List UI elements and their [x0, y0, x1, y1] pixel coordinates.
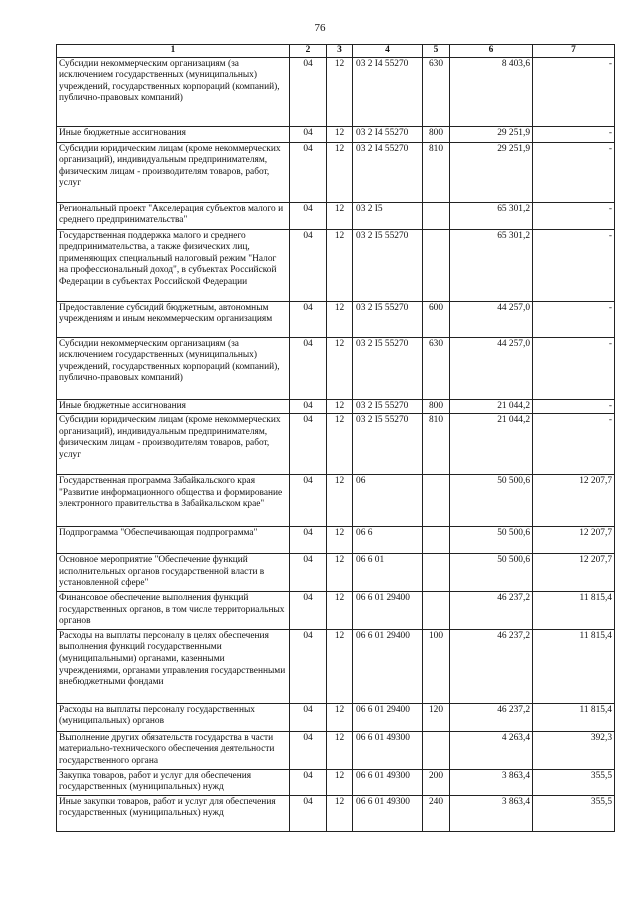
row-name: Субсидии юридическим лицам (кроме некоммерческих организаций), индивидуальным предпринимателям, физическим лицам - производителям товаров, работ, услуг	[57, 142, 290, 202]
header-col-5: 5	[423, 45, 450, 58]
row-target-article: 06 6 01 29400	[353, 703, 423, 731]
table-row	[57, 703, 615, 731]
row-expense-type: 800	[423, 126, 450, 142]
row-target-article: 06 6 01 49300	[353, 731, 423, 769]
row-sum-2: 11 815,4	[533, 703, 615, 731]
row-sum-2: 12 207,7	[533, 554, 615, 592]
row-sum-2: -	[533, 301, 615, 337]
row-sum-2: 11 815,4	[533, 629, 615, 703]
row-target-article: 06 6 01 49300	[353, 769, 423, 795]
row-section: 04	[290, 527, 327, 554]
row-subsection: 12	[327, 126, 353, 142]
row-sum-2: -	[533, 126, 615, 142]
row-subsection: 12	[327, 795, 353, 831]
row-expense-type	[423, 229, 450, 301]
row-subsection: 12	[327, 202, 353, 229]
table-row	[57, 142, 615, 202]
row-name: Иные закупки товаров, работ и услуг для обеспечения государственных (муниципальных) нужд	[57, 795, 290, 831]
row-subsection: 12	[327, 731, 353, 769]
row-sum-2: -	[533, 142, 615, 202]
row-sum-1: 46 237,2	[450, 629, 533, 703]
row-sum-2: -	[533, 399, 615, 414]
row-sum-1: 21 044,2	[450, 399, 533, 414]
row-expense-type: 810	[423, 142, 450, 202]
row-sum-1: 4 263,4	[450, 731, 533, 769]
row-expense-type	[423, 731, 450, 769]
row-subsection: 12	[327, 414, 353, 475]
row-sum-2: -	[533, 337, 615, 399]
row-sum-1: 29 251,9	[450, 126, 533, 142]
row-section: 04	[290, 629, 327, 703]
header-col-7: 7	[533, 45, 615, 58]
row-expense-type: 600	[423, 301, 450, 337]
row-sum-1: 29 251,9	[450, 142, 533, 202]
table-row	[57, 795, 615, 831]
header-col-1: 1	[57, 45, 290, 58]
row-target-article: 03 2 I4 55270	[353, 57, 423, 126]
header-row	[57, 45, 615, 58]
row-section: 04	[290, 57, 327, 126]
row-name: Финансовое обеспечение выполнения функций государственных органов, в том числе территориальных органов	[57, 591, 290, 629]
row-sum-1: 50 500,6	[450, 554, 533, 592]
row-expense-type	[423, 554, 450, 592]
row-name: Иные бюджетные ассигнования	[57, 399, 290, 414]
row-section: 04	[290, 399, 327, 414]
row-subsection: 12	[327, 475, 353, 527]
row-expense-type: 100	[423, 629, 450, 703]
row-name: Субсидии юридическим лицам (кроме некоммерческих организаций), индивидуальным предпринимателям, физическим лицам - производителям товаров, работ, услуг	[57, 414, 290, 475]
row-expense-type	[423, 591, 450, 629]
row-name: Региональный проект "Акселерация субъектов малого и среднего предпринимательства"	[57, 202, 290, 229]
row-sum-1: 3 863,4	[450, 769, 533, 795]
row-expense-type: 240	[423, 795, 450, 831]
row-subsection: 12	[327, 57, 353, 126]
row-sum-2: 355,5	[533, 769, 615, 795]
row-subsection: 12	[327, 527, 353, 554]
table-row	[57, 399, 615, 414]
row-target-article: 03 2 I5 55270	[353, 337, 423, 399]
row-subsection: 12	[327, 629, 353, 703]
row-name: Государственная поддержка малого и среднего предпринимательства, а также физических лиц, применяющих специальный налоговый режим "Налог на профессиональный доход", в субъектах Российской Федерации в субъектах Российской Федерации	[57, 229, 290, 301]
table-row	[57, 475, 615, 527]
table-row	[57, 591, 615, 629]
table-row	[57, 731, 615, 769]
table-row	[57, 301, 615, 337]
table-row	[57, 414, 615, 475]
page-number: 76	[314, 22, 326, 34]
row-sum-1: 65 301,2	[450, 202, 533, 229]
row-section: 04	[290, 554, 327, 592]
row-name: Расходы на выплаты персоналу в целях обеспечения выполнения функций государственными (муниципальными) органами, казенными учреждениями, органами управления государственными внебюджетными фондами	[57, 629, 290, 703]
row-target-article: 03 2 I4 55270	[353, 142, 423, 202]
table-row	[57, 527, 615, 554]
budget-table	[56, 44, 615, 832]
row-subsection: 12	[327, 337, 353, 399]
row-section: 04	[290, 337, 327, 399]
row-expense-type: 800	[423, 399, 450, 414]
row-target-article: 06	[353, 475, 423, 527]
row-name: Основное мероприятие "Обеспечение функций исполнительных органов государственной власти в установленной сфере"	[57, 554, 290, 592]
row-sum-2: -	[533, 202, 615, 229]
row-name: Субсидии некоммерческим организациям (за исключением государственных (муниципальных) учреждений, государственных корпораций (компаний), публично-правовых компаний)	[57, 57, 290, 126]
row-sum-2: 12 207,7	[533, 527, 615, 554]
row-sum-2: 12 207,7	[533, 475, 615, 527]
row-sum-1: 8 403,6	[450, 57, 533, 126]
row-sum-1: 46 237,2	[450, 703, 533, 731]
header-col-3: 3	[327, 45, 353, 58]
row-subsection: 12	[327, 769, 353, 795]
row-sum-1: 44 257,0	[450, 301, 533, 337]
row-subsection: 12	[327, 229, 353, 301]
row-name: Субсидии некоммерческим организациям (за исключением государственных (муниципальных) учреждений, государственных корпораций (компаний), публично-правовых компаний)	[57, 337, 290, 399]
row-sum-1: 46 237,2	[450, 591, 533, 629]
table-row	[57, 554, 615, 592]
row-subsection: 12	[327, 399, 353, 414]
table-row	[57, 57, 615, 126]
row-subsection: 12	[327, 301, 353, 337]
row-expense-type: 630	[423, 57, 450, 126]
table-row	[57, 202, 615, 229]
row-section: 04	[290, 126, 327, 142]
table-row	[57, 229, 615, 301]
row-name: Закупка товаров, работ и услуг для обеспечения государственных (муниципальных) нужд	[57, 769, 290, 795]
row-section: 04	[290, 795, 327, 831]
row-name: Государственная программа Забайкальского края "Развитие информационного общества и формирование электронного правительства в Забайкальском крае"	[57, 475, 290, 527]
row-section: 04	[290, 142, 327, 202]
row-subsection: 12	[327, 591, 353, 629]
row-section: 04	[290, 591, 327, 629]
row-section: 04	[290, 475, 327, 527]
row-expense-type: 810	[423, 414, 450, 475]
row-sum-1: 50 500,6	[450, 475, 533, 527]
row-target-article: 03 2 I5 55270	[353, 301, 423, 337]
row-target-article: 06 6 01 29400	[353, 629, 423, 703]
row-expense-type	[423, 527, 450, 554]
row-section: 04	[290, 414, 327, 475]
table-row	[57, 337, 615, 399]
row-sum-1: 50 500,6	[450, 527, 533, 554]
row-subsection: 12	[327, 703, 353, 731]
row-sum-1: 3 863,4	[450, 795, 533, 831]
row-section: 04	[290, 769, 327, 795]
row-sum-2: 355,5	[533, 795, 615, 831]
row-target-article: 03 2 I5 55270	[353, 229, 423, 301]
row-section: 04	[290, 703, 327, 731]
row-sum-2: -	[533, 414, 615, 475]
row-name: Выполнение других обязательств государства в части материально-технического обеспечения деятельности государственного органа	[57, 731, 290, 769]
row-section: 04	[290, 229, 327, 301]
table-row	[57, 629, 615, 703]
row-sum-2: -	[533, 57, 615, 126]
row-sum-1: 65 301,2	[450, 229, 533, 301]
row-name: Расходы на выплаты персоналу государственных (муниципальных) органов	[57, 703, 290, 731]
row-target-article: 06 6	[353, 527, 423, 554]
row-name: Иные бюджетные ассигнования	[57, 126, 290, 142]
table-row	[57, 126, 615, 142]
row-target-article: 06 6 01 29400	[353, 591, 423, 629]
row-sum-2: 11 815,4	[533, 591, 615, 629]
row-sum-1: 21 044,2	[450, 414, 533, 475]
row-expense-type	[423, 202, 450, 229]
row-sum-2: 392,3	[533, 731, 615, 769]
row-target-article: 03 2 I5	[353, 202, 423, 229]
row-expense-type	[423, 475, 450, 527]
row-section: 04	[290, 202, 327, 229]
row-target-article: 06 6 01 49300	[353, 795, 423, 831]
header-col-4: 4	[353, 45, 423, 58]
row-expense-type: 200	[423, 769, 450, 795]
row-expense-type: 120	[423, 703, 450, 731]
row-section: 04	[290, 301, 327, 337]
row-subsection: 12	[327, 554, 353, 592]
row-target-article: 06 6 01	[353, 554, 423, 592]
header-col-2: 2	[290, 45, 327, 58]
table-row	[57, 769, 615, 795]
header-col-6: 6	[450, 45, 533, 58]
row-target-article: 03 2 I4 55270	[353, 126, 423, 142]
row-target-article: 03 2 I5 55270	[353, 399, 423, 414]
row-expense-type: 630	[423, 337, 450, 399]
row-subsection: 12	[327, 142, 353, 202]
row-name: Предоставление субсидий бюджетным, автономным учреждениям и иным некоммерческим организациям	[57, 301, 290, 337]
row-target-article: 03 2 I5 55270	[353, 414, 423, 475]
row-sum-1: 44 257,0	[450, 337, 533, 399]
row-sum-2: -	[533, 229, 615, 301]
row-section: 04	[290, 731, 327, 769]
row-name: Подпрограмма "Обеспечивающая подпрограмма"	[57, 527, 290, 554]
